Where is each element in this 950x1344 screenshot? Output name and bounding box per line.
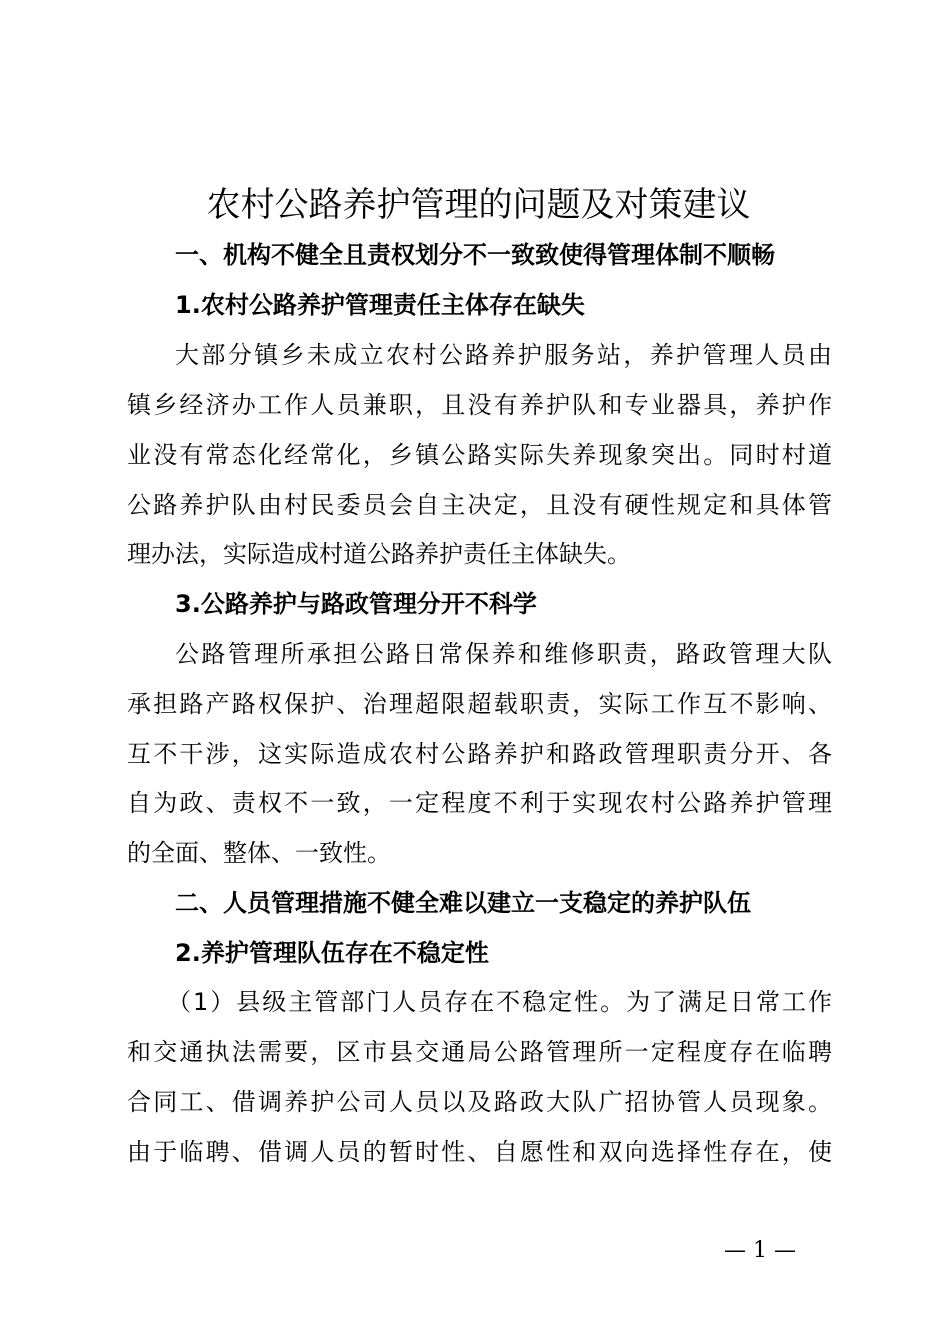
paragraph-line: 承担路产路权保护、治理超限超载职责，实际工作互不影响、 (127, 690, 832, 718)
paragraph-line: 自为政、责权不一致，一定程度不利于实现农村公路养护管理 (127, 789, 832, 817)
paragraph-line: 由于临聘、借调人员的暂时性、自愿性和双向选择性存在，使 (127, 1138, 832, 1166)
subsection-2-heading: 2.养护管理队伍存在不稳定性 (175, 939, 489, 967)
paragraph-line: 镇乡经济办工作人员兼职，且没有养护队和专业器具，养护作 (127, 391, 832, 419)
paragraph-line: 业没有常态化经常化，乡镇公路实际失养现象突出。同时村道 (127, 441, 832, 469)
paragraph-line: 合同工、借调养护公司人员以及路政大队广招协管人员现象。 (127, 1088, 832, 1116)
paragraph-line: 公路管理所承担公路日常保养和维修职责，路政管理大队 (175, 640, 832, 668)
subsection-1-heading: 1.农村公路养护管理责任主体存在缺失 (175, 291, 585, 319)
paragraph-line: 理办法，实际造成村道公路养护责任主体缺失。 (127, 540, 631, 568)
page-number: — 1 — (724, 1238, 796, 1263)
paragraph-line: 互不干涉，这实际造成农村公路养护和路政管理职责分开、各 (127, 740, 832, 768)
paragraph-line: （1）县级主管部门人员存在不稳定性。为了满足日常工作 (167, 988, 832, 1016)
paragraph-line: 大部分镇乡未成立农村公路养护服务站，养护管理人员由 (175, 341, 832, 369)
document-title: 农村公路养护管理的问题及对策建议 (206, 185, 751, 225)
paragraph-line: 和交通执法需要，区市县交通局公路管理所一定程度存在临聘 (127, 1038, 832, 1066)
paragraph-line: 的全面、整体、一致性。 (127, 839, 391, 867)
paragraph-line: 公路养护队由村民委员会自主决定，且没有硬性规定和具体管 (127, 491, 832, 519)
section-1-heading: 一、机构不健全且责权划分不一致致使得管理体制不顺畅 (175, 241, 775, 269)
section-2-heading: 二、人员管理措施不健全难以建立一支稳定的养护队伍 (175, 889, 751, 917)
subsection-3-heading: 3.公路养护与路政管理分开不科学 (175, 590, 537, 618)
